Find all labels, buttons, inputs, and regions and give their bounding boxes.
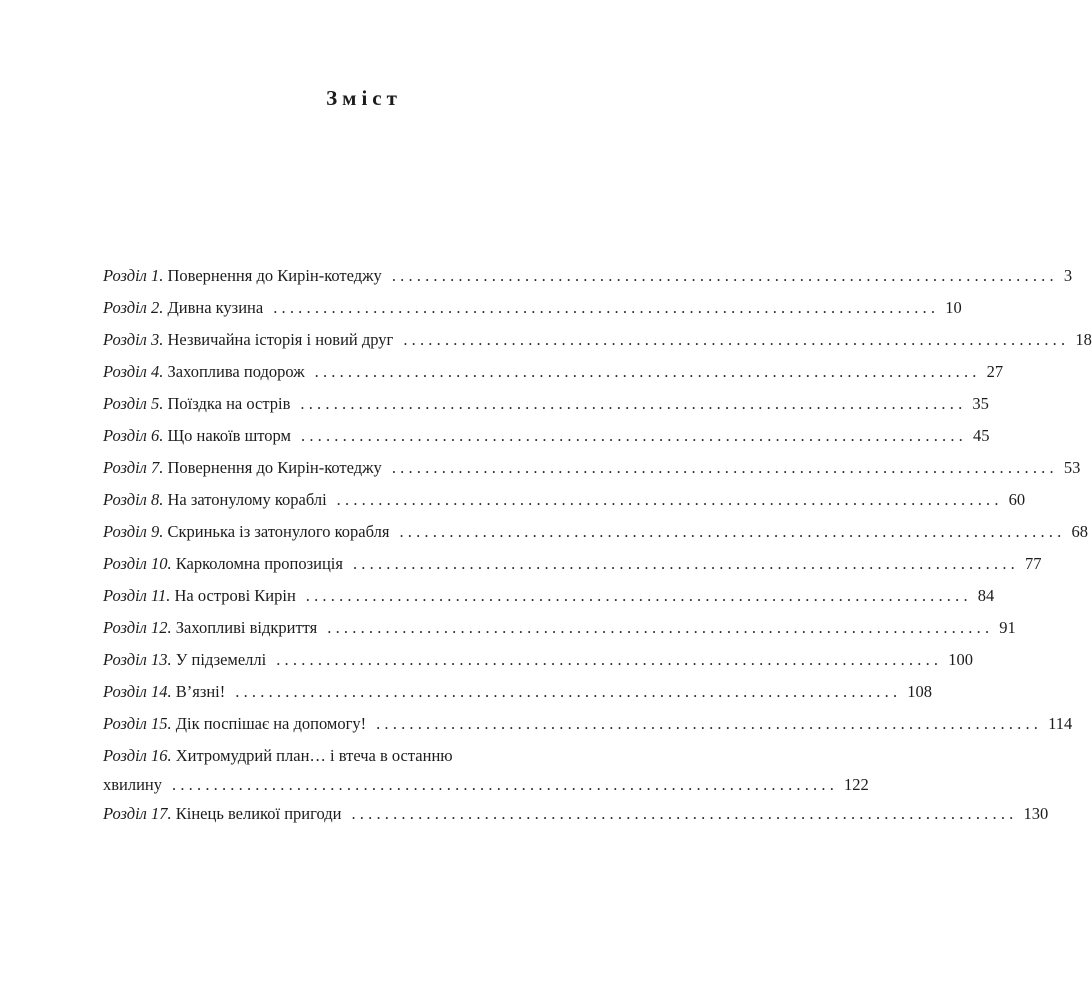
chapter-label: Розділ 8.	[103, 490, 164, 509]
chapter-label: Розділ 4.	[103, 362, 164, 381]
chapter-label: Розділ 17.	[103, 804, 172, 823]
page-number: 27	[986, 362, 1004, 381]
toc-entry-15	[103, 712, 1073, 744]
page-number: 108	[907, 682, 933, 701]
page-number: 60	[1008, 490, 1026, 509]
toc-entry-8	[103, 488, 1026, 520]
dot-leader: ................................................................................	[305, 586, 972, 605]
chapter-label: Розділ 3.	[103, 330, 164, 349]
chapter-title: Повернення до Кирін-котеджу	[167, 458, 382, 477]
page-number: 53	[1063, 458, 1081, 477]
chapter-label: Розділ 16.	[103, 746, 172, 765]
toc-entry-3	[103, 328, 1092, 360]
toc-entry-9	[103, 520, 1088, 552]
toc-entry-17	[103, 802, 1049, 834]
dot-leader: ................................................................................	[399, 522, 1066, 541]
chapter-title: Захоплива подорож	[167, 362, 305, 381]
toc-entry-11	[103, 584, 995, 616]
chapter-label: Розділ 13.	[103, 650, 172, 669]
dot-leader: ................................................................................	[376, 714, 1043, 733]
chapter-title: Карколомна пропозиція	[175, 554, 343, 573]
page-number: 84	[977, 586, 995, 605]
dot-leader: ................................................................................	[235, 682, 902, 701]
page-number: 91	[999, 618, 1016, 637]
chapter-label: Розділ 9.	[103, 522, 164, 541]
chapter-title: На острові Кирін	[174, 586, 296, 605]
dot-leader: ................................................................................	[352, 554, 1019, 573]
chapter-label: Розділ 14.	[103, 682, 172, 701]
page-number: 45	[973, 426, 990, 445]
chapter-title: Скринька із затонулого корабля	[167, 522, 390, 541]
toc-entry-1	[103, 264, 1073, 296]
dot-leader: ................................................................................	[403, 330, 1070, 349]
chapter-title: Повернення до Кирін-котеджу	[167, 266, 382, 285]
chapter-label: Розділ 12.	[103, 618, 172, 637]
chapter-title: Незвичайна історія і новий друг	[167, 330, 394, 349]
toc-entry-2	[103, 296, 962, 328]
chapter-label: Розділ 15.	[103, 714, 172, 733]
chapter-title-continuation-line	[103, 773, 869, 796]
toc-entry-16	[103, 744, 869, 802]
chapter-title: Поїздка на острів	[167, 394, 291, 413]
toc-entry-7	[103, 456, 1081, 488]
dot-leader: ................................................................................	[391, 458, 1058, 477]
chapter-label: Розділ 6.	[103, 426, 164, 445]
toc-entry-10	[103, 552, 1042, 584]
dot-leader: ................................................................................	[336, 490, 1003, 509]
chapter-title: Що накоїв шторм	[167, 426, 291, 445]
toc-entry-13	[103, 648, 973, 680]
page-number: 3	[1063, 266, 1073, 285]
toc-entry-5	[103, 392, 989, 424]
dot-leader: ................................................................................	[327, 618, 994, 637]
chapter-label: Розділ 10.	[103, 554, 172, 573]
chapter-label: Розділ 1.	[103, 266, 164, 285]
chapter-title: Хитромудрий план… і втеча в останню	[175, 746, 453, 765]
page-number: 114	[1048, 714, 1073, 733]
dot-leader: ................................................................................	[301, 426, 967, 445]
chapter-title-continuation: хвилину	[103, 775, 163, 794]
toc-entry-14	[103, 680, 933, 712]
table-of-contents	[103, 264, 1092, 834]
toc-entry-6	[103, 424, 990, 456]
page-number: 130	[1023, 804, 1049, 823]
chapter-title: Дивна кузина	[167, 298, 264, 317]
chapter-label: Розділ 5.	[103, 394, 164, 413]
dot-leader: ................................................................................	[273, 298, 940, 317]
page-number: 18	[1075, 330, 1092, 349]
chapter-label: Розділ 7.	[103, 458, 164, 477]
toc-entry-12	[103, 616, 1016, 648]
toc-entry-4	[103, 360, 1004, 392]
page-title: Зміст	[326, 86, 402, 110]
chapter-title-line	[103, 744, 628, 773]
chapter-title: Кінець великої пригоди	[175, 804, 342, 823]
dot-leader: ................................................................................	[172, 775, 839, 794]
page-number: 68	[1071, 522, 1088, 541]
dot-leader: ................................................................................	[276, 650, 943, 669]
dot-leader: ................................................................................	[300, 394, 967, 413]
chapter-title: Дік поспішає на допомогу!	[175, 714, 367, 733]
page-number: 77	[1024, 554, 1042, 573]
page-number: 122	[844, 775, 869, 794]
dot-leader: ................................................................................	[391, 266, 1058, 285]
chapter-label: Розділ 11.	[103, 586, 171, 605]
chapter-title: Захопливі відкриття	[175, 618, 318, 637]
page-number: 35	[972, 394, 989, 413]
chapter-title: На затонулому кораблі	[167, 490, 327, 509]
chapter-title: В’язні!	[175, 682, 226, 701]
page-number: 100	[948, 650, 973, 669]
page-number: 10	[945, 298, 962, 317]
chapter-label: Розділ 2.	[103, 298, 164, 317]
dot-leader: ................................................................................	[314, 362, 981, 381]
dot-leader: ................................................................................	[351, 804, 1018, 823]
chapter-title: У підземеллі	[175, 650, 267, 669]
